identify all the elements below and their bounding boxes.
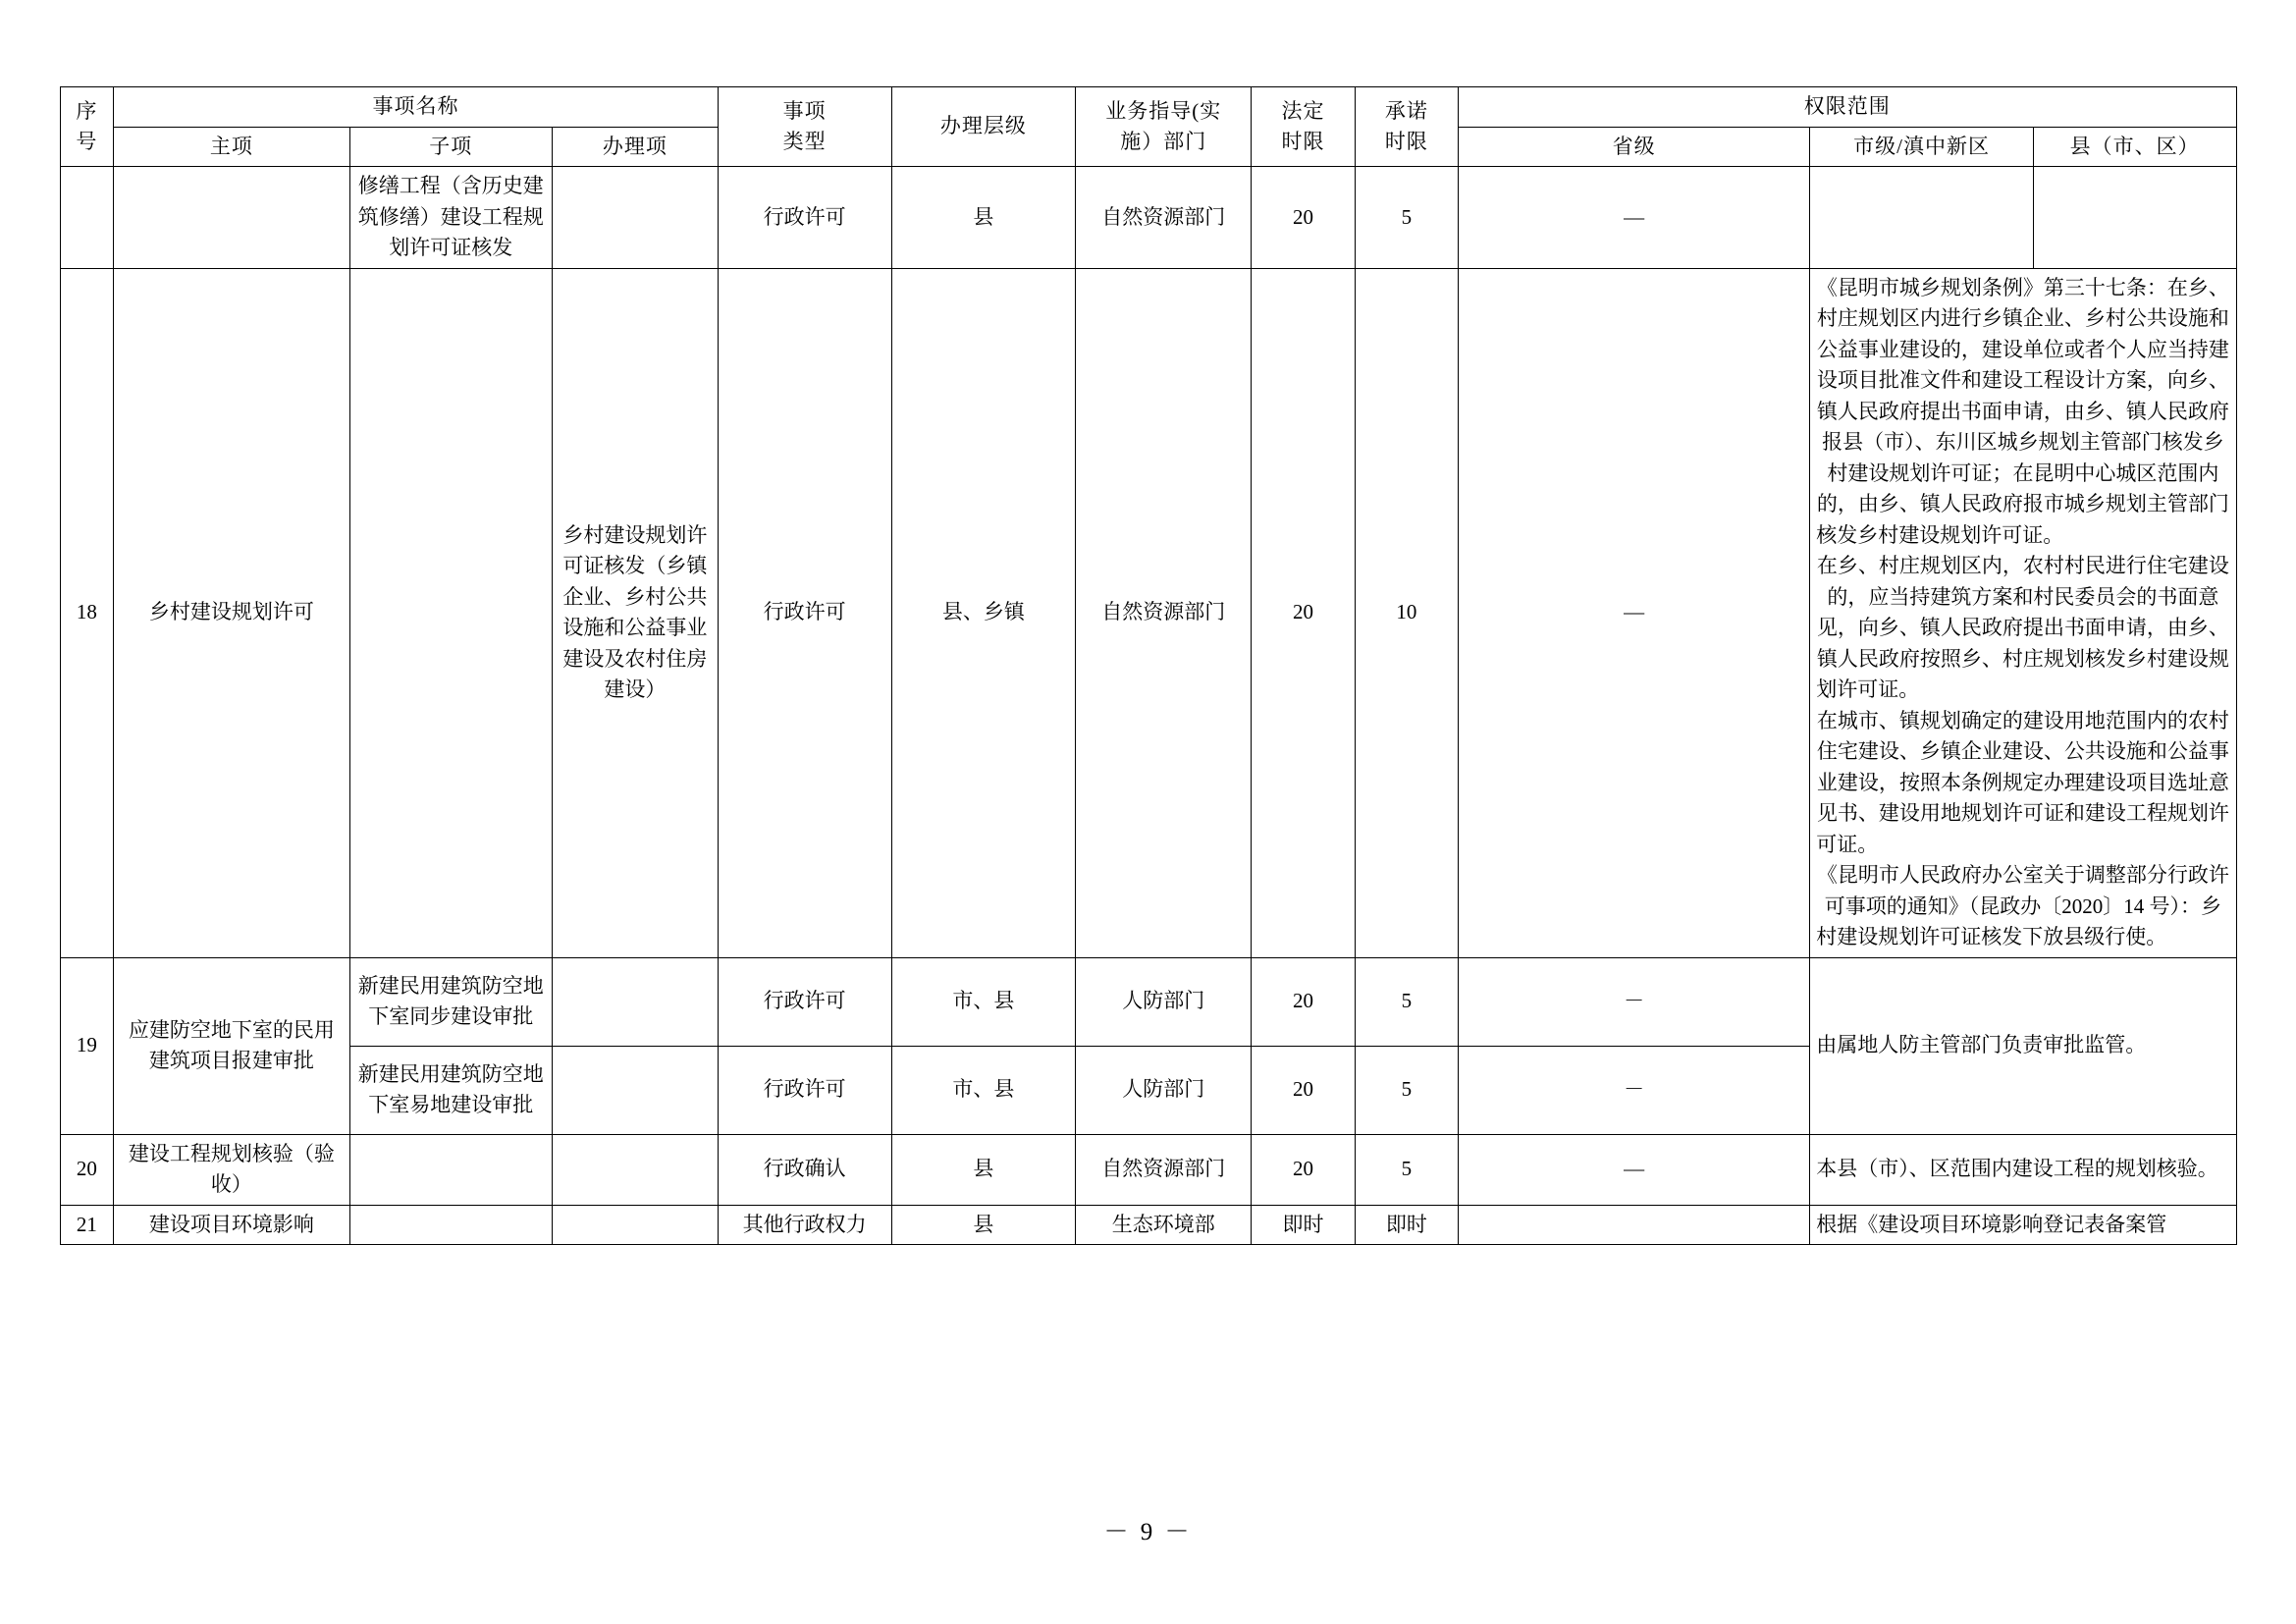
cell-promise-limit: 即时 — [1355, 1205, 1458, 1245]
cell-handling-level: 县 — [891, 1134, 1076, 1205]
table-row — [60, 957, 2236, 1046]
header-sub-item: 子项 — [349, 127, 553, 167]
cell-legal-limit: 20 — [1252, 1134, 1355, 1205]
cell-provincial — [1459, 1205, 1810, 1245]
cell-handling-item — [553, 1205, 719, 1245]
header-provincial: 省级 — [1459, 127, 1810, 167]
cell-guidance-dept: 人防部门 — [1076, 1046, 1252, 1134]
cell-sub-item — [349, 268, 553, 957]
header-legal-limit-line2: 时限 — [1281, 130, 1325, 153]
header-item-name-group: 事项名称 — [114, 87, 718, 128]
table-row — [60, 167, 2236, 269]
header-seq-line2: 号 — [76, 130, 98, 153]
cell-handling-item — [553, 1046, 719, 1134]
header-item-type — [718, 87, 891, 167]
header-guidance-dept-line1: 业务指导(实 — [1105, 98, 1222, 123]
cell-handling-level: 县 — [891, 167, 1076, 269]
scope-paragraph: 在城市、镇规划确定的建设用地范围内的农村住宅建设、乡镇企业建设、公共设施和公益事业建设，按照本条例规定办理建设项目选址意见书、建设用地规划许可证和建设工程规划许可证。 — [1816, 708, 2229, 856]
table-header — [60, 87, 2236, 167]
cell-provincial: — — [1459, 1134, 1810, 1205]
cell-guidance-dept: 自然资源部门 — [1076, 1134, 1252, 1205]
scope-paragraph: 《昆明市人民政府办公室关于调整部分行政许可事项的通知》（昆政办〔2020〕14 号）：乡村建设规划许可证核发下放县级行使。 — [1816, 863, 2229, 948]
cell-legal-limit: 20 — [1252, 167, 1355, 269]
cell-handling-level: 市、县 — [891, 957, 1076, 1046]
cell-handling-item: 乡村建设规划许可证核发（乡镇企业、乡村公共设施和公益事业建设及农村住房建设） — [553, 268, 719, 957]
header-promise-limit-line1: 承诺 — [1384, 98, 1428, 123]
page-number: － 9 － — [1103, 1519, 1193, 1545]
cell-municipal-county-merged: 本县（市）、区范围内建设工程的规划核验。 — [1810, 1134, 2236, 1205]
cell-promise-limit: 10 — [1355, 268, 1458, 957]
cell-item-type: 行政许可 — [718, 957, 891, 1046]
cell-handling-level: 县、乡镇 — [891, 268, 1076, 957]
header-handling-level: 办理层级 — [891, 87, 1076, 167]
cell-sub-item: 修缮工程（含历史建筑修缮）建设工程规划许可证核发 — [349, 167, 553, 269]
cell-main-item — [114, 167, 349, 269]
header-item-type-line2: 类型 — [782, 130, 827, 153]
cell-guidance-dept: 人防部门 — [1076, 957, 1252, 1046]
cell-provincial: － — [1459, 957, 1810, 1046]
cell-legal-limit: 20 — [1252, 1046, 1355, 1134]
header-handling-item: 办理项 — [553, 127, 719, 167]
cell-sub-item — [349, 1205, 553, 1245]
scope-paragraph: 《昆明市城乡规划条例》第三十七条：在乡、村庄规划区内进行乡镇企业、乡村公共设施和公益事业建设的，建设单位或者个人应当持建设项目批准文件和建设工程设计方案，向乡、镇人民政府提出书面申请，由乡、镇人民政府报县（市）、东川区城乡规划主管部门核发乡村建设规划许可证；在昆明中心城区范围内的，由乡、镇人民政府报市城乡规划主管部门核发乡村建设规划许可证。 — [1816, 275, 2229, 547]
cell-handling-item — [553, 167, 719, 269]
cell-legal-limit: 即时 — [1252, 1205, 1355, 1245]
cell-main-item: 建设工程规划核验（验收） — [114, 1134, 349, 1205]
cell-legal-limit: 20 — [1252, 268, 1355, 957]
cell-seq: 21 — [60, 1205, 114, 1245]
header-row-1 — [60, 87, 2236, 128]
cell-handling-item — [553, 1134, 719, 1205]
header-main-item: 主项 — [114, 127, 349, 167]
cell-handling-level: 县 — [891, 1205, 1076, 1245]
header-municipal: 市级/滇中新区 — [1810, 127, 2034, 167]
cell-guidance-dept: 自然资源部门 — [1076, 167, 1252, 269]
header-promise-limit-line2: 时限 — [1384, 130, 1428, 153]
cell-item-type: 行政许可 — [718, 167, 891, 269]
table-row — [60, 1205, 2236, 1245]
cell-item-type: 行政许可 — [718, 1046, 891, 1134]
cell-municipal-county-merged: 根据《建设项目环境影响登记表备案管 — [1810, 1205, 2236, 1245]
cell-item-type: 行政许可 — [718, 268, 891, 957]
cell-seq — [60, 167, 114, 269]
cell-promise-limit: 5 — [1355, 1134, 1458, 1205]
table-row — [60, 268, 2236, 957]
cell-guidance-dept: 生态环境部 — [1076, 1205, 1252, 1245]
header-seq-line1: 序 — [76, 98, 98, 123]
cell-guidance-dept: 自然资源部门 — [1076, 268, 1252, 957]
header-guidance-dept-line2: 施）部门 — [1120, 130, 1207, 153]
cell-main-item: 乡村建设规划许可 — [114, 268, 349, 957]
cell-municipal — [1810, 167, 2034, 269]
table-body — [60, 167, 2236, 1245]
cell-main-item: 建设项目环境影响 — [114, 1205, 349, 1245]
cell-main-item: 应建防空地下室的民用建筑项目报建审批 — [114, 957, 349, 1134]
cell-seq: 18 — [60, 268, 114, 957]
cell-promise-limit: 5 — [1355, 957, 1458, 1046]
cell-legal-limit: 20 — [1252, 957, 1355, 1046]
cell-promise-limit: 5 — [1355, 167, 1458, 269]
header-legal-limit — [1252, 87, 1355, 167]
cell-handling-level: 市、县 — [891, 1046, 1076, 1134]
cell-handling-item — [553, 957, 719, 1046]
cell-item-type: 其他行政权力 — [718, 1205, 891, 1245]
header-county: 县（市、区） — [2033, 127, 2236, 167]
cell-county — [2033, 167, 2236, 269]
header-authority-scope: 权限范围 — [1459, 87, 2236, 128]
permission-scope-table — [60, 86, 2237, 1245]
cell-seq: 19 — [60, 957, 114, 1134]
cell-sub-item: 新建民用建筑防空地下室易地建设审批 — [349, 1046, 553, 1134]
cell-provincial: — — [1459, 167, 1810, 269]
table-row — [60, 1134, 2236, 1205]
cell-seq: 20 — [60, 1134, 114, 1205]
header-item-type-line1: 事项 — [782, 98, 827, 123]
cell-sub-item — [349, 1134, 553, 1205]
cell-municipal-county-merged — [1810, 268, 2236, 957]
cell-municipal-county-merged: 由属地人防主管部门负责审批监管。 — [1810, 957, 2236, 1134]
cell-promise-limit: 5 — [1355, 1046, 1458, 1134]
cell-provincial: — — [1459, 268, 1810, 957]
header-seq — [60, 87, 114, 167]
cell-provincial: － — [1459, 1046, 1810, 1134]
cell-item-type: 行政确认 — [718, 1134, 891, 1205]
header-guidance-dept — [1076, 87, 1252, 167]
cell-sub-item: 新建民用建筑防空地下室同步建设审批 — [349, 957, 553, 1046]
header-legal-limit-line1: 法定 — [1281, 98, 1325, 123]
scope-paragraph: 在乡、村庄规划区内，农村村民进行住宅建设的，应当持建筑方案和村民委员会的书面意见，向乡、镇人民政府提出书面申请，由乡、镇人民政府按照乡、村庄规划核发乡村建设规划许可证。 — [1816, 554, 2229, 701]
header-promise-limit — [1355, 87, 1458, 167]
